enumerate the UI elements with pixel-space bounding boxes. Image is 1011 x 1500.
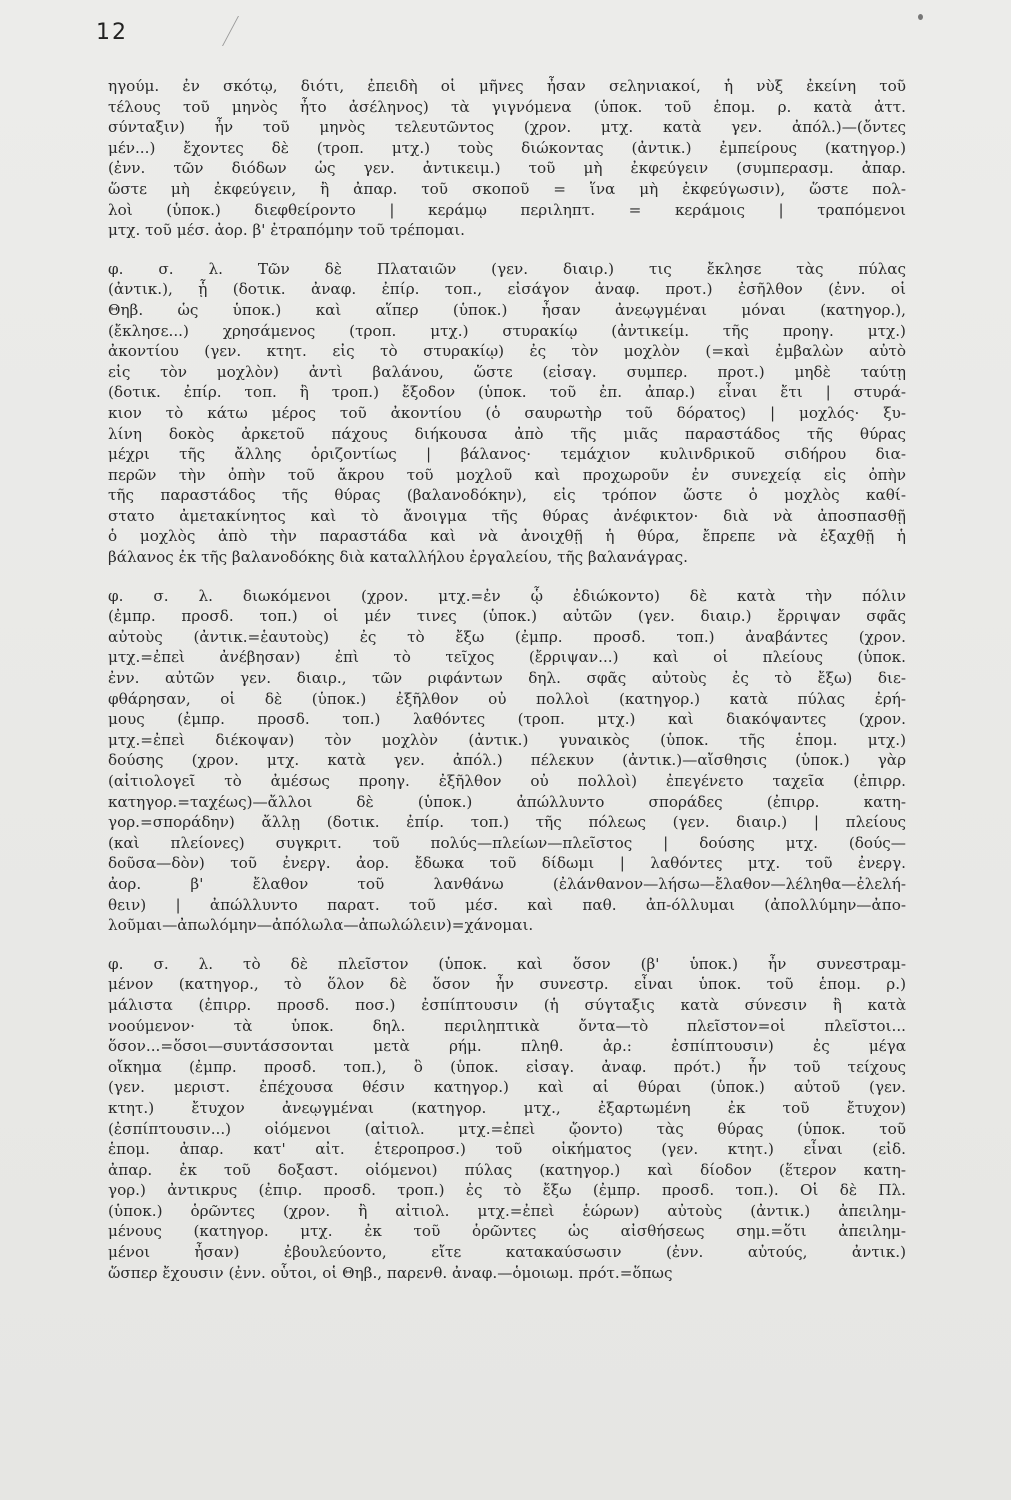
text-line: στατο ἀμετακίνητος καὶ τὸ ἄνοιγμα τῆς θύρας ἀνέφικτον· διὰ νὰ ἀποσπασθῇ [108,506,906,525]
text-line: μένοι ἦσαν) ἐβουλεύοντο, εἴτε κατακαύσωσιν (ἐνν. αὐτούς, ἀντικ.) [108,1243,906,1262]
text-line: εἰς τὸν μοχλὸν) ἀντὶ βαλάνου, ὥστε (εἰσαγ. συμπερ. προτ.) μηδὲ ταύτῃ [108,362,906,381]
text-line: κατηγορ.=ταχέως)—ἄλλοι δὲ (ὑποκ.) ἀπώλλυντο σποράδες (ἐπιρρ. κατη- [108,792,906,811]
text-line: (αἰτιολογεῖ τὸ ἀμέσως προηγ. ἐξῆλθον οὐ πολλοὶ) ἐπεγένετο ταχεῖα (ἐπιρρ. [108,772,906,790]
text-line: φ. σ. λ. διωκόμενοι (χρον. μτχ.=ἐν ᾧ ἐδιώκοντο) δὲ κατὰ τὴν πόλιν [108,586,906,605]
text-line: μέχρι τῆς ἄλλης ὁριζοντίως | βάλανος· τεμάχιον κυλινδρικοῦ σιδήρου δια- [108,445,906,464]
text-line: νοούμενον· τὰ ὑποκ. δηλ. περιληπτικὰ ὄντα—τὸ πλεῖστον=οἱ πλεῖστοι... [108,1016,906,1035]
commentary-text [108,76,906,1301]
text-line: (ἀντικ.), ᾗ (δοτικ. ἀναφ. ἐπίρ. τοπ., εἰσάγον ἀναφ. προτ.) ἐσῆλθον (ἐνν. οἱ [108,280,906,299]
text-line: ηγούμ. ἐν σκότῳ, διότι, ἐπειδὴ οἱ μῆνες ἦσαν σεληνιακοί, ἡ νὺξ ἐκείνη τοῦ [108,77,906,95]
paragraph [108,954,906,1284]
text-line: θειν) | ἀπώλλυντο παρατ. τοῦ μέσ. καὶ παθ. ἀπ-όλλυμαι (ἀπολλύμην—ἀπο- [108,895,906,914]
text-line: (ἐνν. τῶν διόδων ὡς γεν. ἀντικειμ.) τοῦ μὴ ἐκφεύγειν (συμπερασμ. ἀπαρ. [108,159,906,178]
text-line: ἀπαρ. ἐκ τοῦ δοξαστ. οἰόμενοι) πύλας (κατηγορ.) καὶ δίοδον (ἕτερον κατη- [108,1160,906,1179]
text-line: κτητ.) ἔτυχον ἀνεῳγμέναι (κατηγορ. μτχ., ἐξαρτωμένη ἐκ τοῦ ἔτυχον) [108,1098,906,1117]
pen-mark [222,16,253,46]
text-line: μους (ἐμπρ. προσδ. τοπ.) λαθόντες (τροπ. μτχ.) καὶ διακόψαντες (χρον. [108,710,906,729]
text-line: μέν...) ἔχοντες δὲ (τροπ. μτχ.) τοὺς διώκοντας (ἀντικ.) ἐμπείρους (κατηγορ.) [108,138,906,157]
text-line: ὁ μοχλὸς ἀπὸ τὴν παραστάδα καὶ νὰ ἀνοιχθῇ ἡ θύρα, ἔπρεπε νὰ ἐξαχθῇ ἡ [108,527,906,546]
text-line: βάλανος ἐκ τῆς βαλανοδόκης διὰ καταλλήλου ἐργαλείου, τῆς βαλανάγρας. [108,548,688,567]
text-line: ὥσπερ ἔχουσιν (ἐνν. οὗτοι, οἱ Θηβ., παρενθ. ἀναφ.—ὁμοιωμ. πρότ.=ὅπως [108,1263,673,1282]
text-line: (δοτικ. ἐπίρ. τοπ. ἢ τροπ.) ἔξοδον (ὑποκ. τοῦ ἐπ. ἀπαρ.) εἶναι ἔτι | στυρά- [108,383,906,402]
text-line: ὥστε μὴ ἐκφεύγειν, ἢ ἀπαρ. τοῦ σκοποῦ = ἵνα μὴ ἐκφεύγωσιν), ὥστε πολ- [108,179,906,198]
text-line: γορ.=σποράδην) ἄλλῃ (δοτικ. ἐπίρ. τοπ.) τῆς πόλεως (γεν. διαιρ.) | πλείους [108,813,906,832]
text-line: μτχ.=ἐπεὶ διέκοψαν) τὸν μοχλὸν (ἀντικ.) γυναικὸς (ὑποκ. τῆς ἑπομ. μτχ.) [108,730,906,749]
text-line: ἑπομ. ἀπαρ. κατ' αἰτ. ἑτεροπροσ.) τοῦ οἰκήματος (γεν. κτητ.) εἶναι (εἰδ. [108,1140,906,1159]
text-line: (γεν. μεριστ. ἐπέχουσα θέσιν κατηγορ.) καὶ αἱ θύραι (ὑποκ.) αὐτοῦ (γεν. [108,1078,906,1097]
text-line: (ἐμπρ. προσδ. τοπ.) οἱ μέν τινες (ὑποκ.) αὐτῶν (γεν. διαιρ.) ἔρριψαν σφᾶς [108,607,906,626]
text-line: ὅσον...=ὅσοι—συντάσσονται μετὰ ρήμ. πληθ. ἀρ.: ἐσπίπτουσιν) ἐς μέγα [108,1037,906,1056]
text-line: μτχ. τοῦ μέσ. ἀορ. β' ἐτραπόμην τοῦ τρέπομαι. [108,221,465,240]
paragraph [108,76,906,241]
text-line: φ. σ. λ. τὸ δὲ πλεῖστον (ὑποκ. καὶ ὅσον (β' ὑποκ.) ἦν συνεστραμ- [108,954,906,973]
ink-dot [918,14,923,20]
text-line: φ. σ. λ. Τῶν δὲ Πλαταιῶν (γεν. διαιρ.) τις ἔκλησε τὰς πύλας [108,259,906,278]
text-line: αὐτοὺς (ἀντικ.=ἑαυτοὺς) ἐς τὸ ἔξω (ἐμπρ. προσδ. τοπ.) ἀναβάντες (χρον. [108,627,906,646]
text-line: τέλους τοῦ μηνὸς ἦτο ἀσέληνος) τὰ γιγνόμενα (ὑποκ. τοῦ ἑπομ. ρ. κατὰ ἀττ. [108,97,906,116]
text-line: τῆς παραστάδος τῆς θύρας (βαλανοδόκην), εἰς τρόπον ὥστε ὁ μοχλὸς καθί- [108,486,906,505]
text-line: μάλιστα (ἐπιρρ. προσδ. ποσ.) ἐσπίπτουσιν (ἡ σύγταξις κατὰ σύνεσιν ἢ κατὰ [108,995,906,1014]
text-line: μένον (κατηγορ., τὸ ὅλον δὲ ὅσον ἦν συνεστρ. εἶναι ὑποκ. τοῦ ἑπομ. ρ.) [108,975,906,994]
text-line: μένους (κατηγορ. μτχ. ἐκ τοῦ ὁρῶντες ὡς αἰσθήσεως σημ.=ὅτι ἀπειλημ- [108,1222,906,1241]
text-line: οἴκημα (ἐμπρ. προσδ. τοπ.), ὃ (ὑποκ. εἰσαγ. ἀναφ. πρότ.) ἦν τοῦ τείχους [108,1057,906,1076]
text-line: λίνη δοκὸς ἀρκετοῦ πάχους διήκουσα ἀπὸ τῆς μιᾶς παραστάδος τῆς θύρας [108,424,906,443]
text-line: σύνταξιν) ἦν τοῦ μηνὸς τελευτῶντος (χρον. μτχ. κατὰ γεν. ἀπόλ.)—(ὄντες [108,118,906,137]
text-line: κιον τὸ κάτω μέρος τοῦ ἀκοντίου (ὁ σαυρωτὴρ τοῦ δόρατος) | μοχλός· ξυ- [108,403,906,422]
text-line: μτχ.=ἐπεὶ ἀνέβησαν) ἐπὶ τὸ τεῖχος (ἔρριψαν...) καὶ οἱ πλείους (ὑποκ. [108,648,906,667]
text-line: (ὑποκ.) ὁρῶντες (χρον. ἢ αἰτιολ. μτχ.=ἐπεὶ ἑώρων) αὐτοὺς (ἀντικ.) ἀπειλημ- [108,1201,906,1220]
text-line: ἀορ. β' ἔλαθον τοῦ λανθάνω (ἐλάνθανον—λήσω—ἔλαθον—λέληθα—ἐλελή- [108,874,906,893]
text-line: περῶν τὴν ὀπὴν τοῦ ἄκρου τοῦ μοχλοῦ καὶ προχωροῦν ἐν συνεχείᾳ εἰς ὀπὴν [108,465,906,484]
text-line: λοῦμαι—ἀπωλόμην—ἀπόλωλα—ἀπωλώλειν)=χάνομαι. [108,916,534,935]
text-line: ἀκοντίου (γεν. κτητ. εἰς τὸ στυρακίῳ) ἐς τὸν μοχλὸν (=καὶ ἐμβαλὼν αὐτὸ [108,342,906,361]
text-line: γορ.) ἀντικρυς (ἐπιρ. προσδ. τροπ.) ἐς τὸ ἔξω (ἐμπρ. προσδ. τοπ.). Οἱ δὲ Πλ. [108,1181,906,1200]
text-line: λοὶ (ὑποκ.) διεφθείροντο | κεράμῳ περιληπτ. = κεράμοις | τραπόμενοι [108,200,906,219]
page-number: 12 [96,20,128,45]
text-line: δούσης (χρον. μτχ. κατὰ γεν. ἀπόλ.) πέλεκυν (ἀντικ.)—αἴσθησις (ὑποκ.) γὰρ [108,751,906,770]
text-line: (ἐσπίπτουσιν...) οἰόμενοι (αἰτιολ. μτχ.=ἐπεὶ ᾤοντο) τὰς θύρας (ὑποκ. τοῦ [108,1119,906,1138]
text-line: Θηβ. ὡς ὑποκ.) καὶ αἵπερ (ὑποκ.) ἦσαν ἀνεῳγμέναι μόναι (κατηγορ.), [108,300,906,319]
text-line: ἐνν. αὐτῶν γεν. διαιρ., τῶν ριφάντων δηλ. σφᾶς αὐτοὺς ἐς τὸ ἔξω) διε- [108,669,906,688]
paragraph [108,259,906,568]
text-line: (καὶ πλείονες) συγκριτ. τοῦ πολύς—πλείων—πλεῖστος | δούσης μτχ. (δούς— [108,833,906,852]
text-line: δοῦσα—δὸν) τοῦ ἐνεργ. ἀορ. ἔδωκα τοῦ δίδωμι | λαθόντες μτχ. τοῦ ἐνεργ. [108,854,906,873]
text-line: (ἔκλησε...) χρησάμενος (τροπ. μτχ.) στυρακίῳ (ἀντικείμ. τῆς προηγ. μτχ.) [108,321,906,340]
paragraph [108,586,906,936]
text-line: φθάρησαν, οἱ δὲ (ὑποκ.) ἐξῆλθον οὐ πολλοὶ (κατηγορ.) κατὰ πύλας ἐρή- [108,689,906,708]
